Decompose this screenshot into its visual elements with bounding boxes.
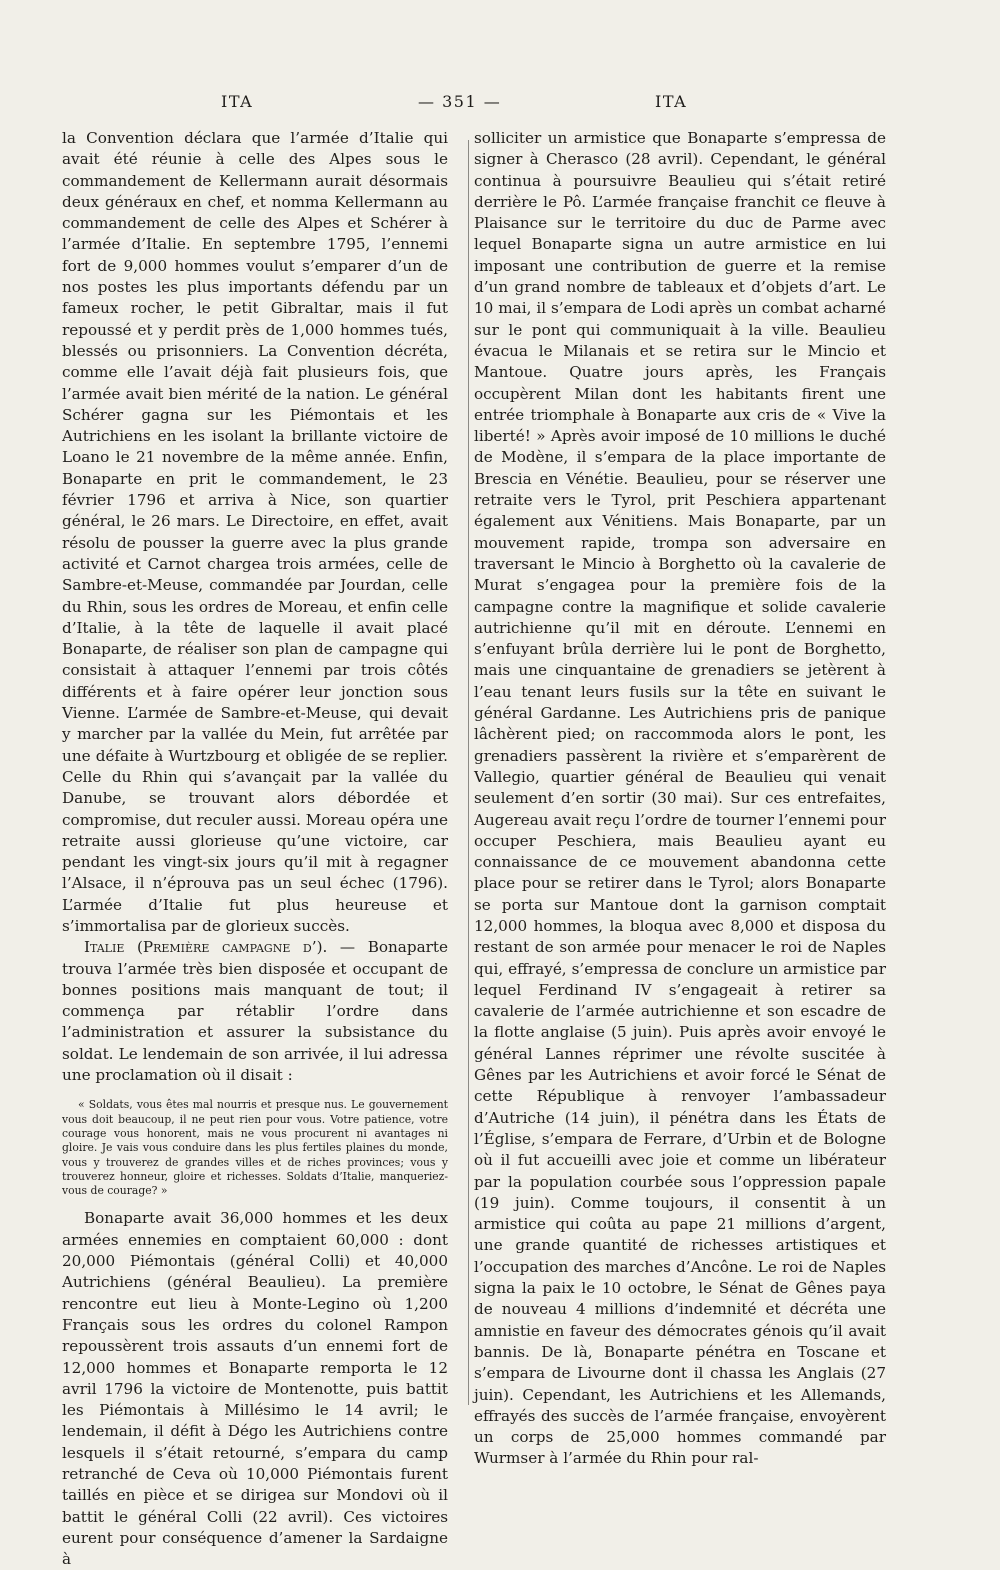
right-column [474,128,886,1470]
left-paragraph-1: la Convention déclara que l’armée d’Italie qui avait été réunie à celle des Alpes sous le commandement de Kellermann aurait désormais deux généraux en chef, et nomma Kellermann au commandement de celle des Alpes et Schérer à l’armée d’Italie. En septembre 1795, l’ennemi fort de 9,000 hommes voulut s’emparer d’un de nos postes les plus importants défendu par un fameux rocher, le petit Gibraltar, mais il fut repoussé et y perdit près de 1,000 hommes tués, blessés ou prisonniers. La Convention décréta, comme elle l’avait déjà fait plusieurs fois, que l’armée avait bien mérité de la nation. Le général Schérer gagna sur les Piémontais et les Autrichiens en les isolant la brillante victoire de Loano le 21 novembre de la même année. Enfin, Bonaparte en prit le commandement, le 23 février 1796 et arriva à Nice, son quartier général, le 26 mars. Le Directoire, en effet, avait résolu de pousser la guerre avec la plus grande activité et Carnot chargea trois armées, celle de Sambre-et-Meuse, commandée par Jourdan, celle du Rhin, sous les ordres de Moreau, et enfin celle d’Italie, à la tête de laquelle il avait placé Bonaparte, de réaliser son plan de campagne qui consistait à attaquer l’ennemi par trois côtés différents et à faire opérer leur jonction sous Vienne. L’armée de Sambre-et-Meuse, qui devait y marcher par la vallée du Mein, fut arrêtée par une défaite à Wurtzbourg et obligée de se replier. Celle du Rhin qui s’avançait par la vallée du Danube, se trouvant alors débordée et compromise, dut reculer aussi. Moreau opéra une retraite aussi glorieuse qu’une victoire, car pendant les vingt-six jours qu’il mit à regagner l’Alsace, il n’éprouva pas un seul échec (1796). L’armée d’Italie fut plus heureuse et s’immortalisa par de glorieux succès. [62,129,448,935]
header-left-keyword: ITA [221,92,254,111]
running-header [0,92,1000,122]
column-divider [468,140,469,1405]
right-paragraph-1: solliciter un armistice que Bonaparte s’empressa de signer à Cherasco (28 avril). Cependant, le général continua à poursuivre Beaulieu qui s’était retiré derrière le Pô. L’armée française franchit ce fleuve à Plaisance sur le territoire du duc de Parme avec lequel Bonaparte signa un autre armistice en lui imposant une contribution de guerre et la remise d’un grand nombre de tableaux et d’objets d’art. Le 10 mai, il s’empara de Lodi après un combat acharné sur le pont qui communiquait à la ville. Beaulieu évacua le Milanais et se retira sur le Mincio et Mantoue. Quatre jours après, les Français occupèrent Milan dont les habitants firent une entrée triomphale à Bonaparte aux cris de « Vive la liberté! » Après avoir imposé de 10 millions le duché de Modène, il s’empara de la place importante de Brescia en Vénétie. Beaulieu, pour se réserver une retraite vers le Tyrol, prit Peschiera appartenant également aux Vénitiens. Mais Bonaparte, par un mouvement rapide, trompa son adversaire en traversant le Mincio à Borghetto où la cavalerie de Murat s’engagea pour la première fois de la campagne contre la magnifique et solide cavalerie autrichienne qu’il mit en déroute. L’ennemi en s’enfuyant brûla derrière lui le pont de Borghetto, mais une cinquantaine de grenadiers se jetèrent à l’eau tenant leurs fusils sur la tête en suivant le général Gardanne. Les Autrichiens pris de panique lâchèrent pied; on raccommoda alors le pont, les grenadiers passèrent la rivière et s’emparèrent de Vallegio, quartier général de Beaulieu qui venait seulement d’en sortir (30 mai). Sur ces entrefaites, Augereau avait reçu l’ordre de tourner l’ennemi pour occuper Peschiera, mais Beaulieu ayant eu connaissance de ce mouvement abandonna cette place pour se retirer dans le Tyrol; alors Bonaparte se porta sur Mantoue dont la garnison comptait 12,000 hommes, la bloqua avec 8,000 et disposa du restant de son armée pour menacer le roi de Naples qui, effrayé, s’empressa de conclure un armistice par lequel Ferdinand IV s’engageait à retirer sa cavalerie de l’armée autrichienne et son escadre de la flotte anglaise (5 juin). Puis après avoir envoyé le général Lannes réprimer une révolte suscitée à Gênes par les Autrichiens et avoir forcé le Sénat de cette République à renvoyer l’ambassadeur d’Autriche (14 juin), il pénétra dans les États de l’Église, s’empara de Ferrare, d’Urbin et de Bologne où il fut accueilli avec joie et comme un libérateur par la population courbée sous l’oppression papale (19 juin). Comme toujours, il consentit à un armistice qui coûta au pape 21 millions d’argent, une grande quantité de richesses artistiques et l’occupation des marches d’Ancône. Le roi de Naples signa la paix le 10 octobre, le Sénat de Gênes paya de nouveau 4 millions d’indemnité et décréta une amnistie en faveur des démocrates génois qu’il avait bannis. De là, Bonaparte pénétra en Toscane et s’empara de Livourne dont il chassa les Anglais (27 juin). Cependant, les Autrichiens et les Allemands, effrayés des succès de l’armée française, envoyèrent un corps de 25,000 hommes commandé par Wurmser à l’armée du Rhin pour ral- [474,129,886,1468]
quote-text: « Soldats, vous êtes mal nourris et presque nus. Le gouvernement vous doit beaucoup, il ne peut rien pour vous. Votre patience, votre courage vous honorent, mais ne vous procurent ni avantages ni gloire. Je vais vous conduire dans les plus fertiles plaines du monde, vous y trouverez de grandes villes et de riches provinces; vous y trouverez honneur, gloire et richesses. Soldats d’Italie, manqueriez-vous de courage? » [62,1098,448,1198]
proclamation-quote [62,1098,448,1198]
left-paragraph-2 [62,937,448,1086]
left-column [62,128,448,1570]
entry-heading: Italie (Première campagne d’). [84,938,328,957]
left-paragraph-3: Bonaparte avait 36,000 hommes et les deux armées ennemies en comptaient 60,000 : dont 20,000 Piémontais (général Colli) et 40,000 Autrichiens (général Beaulieu). La première rencontre eut lieu à Monte-Legino où 1,200 Français sous les ordres du colonel Rampon repoussèrent trois assauts d’un ennemi fort de 12,000 hommes et Bonaparte remporta le 12 avril 1796 la victoire de Montenotte, puis battit les Piémontais à Millésimo le 14 avril; le lendemain, il défit à Dégo les Autrichiens contre lesquels il s’était retourné, s’empara du camp retranché de Ceva où 10,000 Piémontais furent taillés en pièce et se dirigea sur Mondovi où il battit le général Colli (22 avril). Ces victoires eurent pour conséquence d’amener la Sardaigne à [62,1209,448,1569]
entry-text: — Bonaparte trouva l’armée très bien disposée et occupant de bonnes positions mais manquant de tout; il commença par rétablir l’ordre dans l’administration et assurer la subsistance du soldat. Le lendemain de son arrivée, il lui adressa une proclamation où il disait : [62,938,448,1085]
header-right-keyword: ITA [655,92,688,111]
page-number: — 351 — [418,92,502,111]
